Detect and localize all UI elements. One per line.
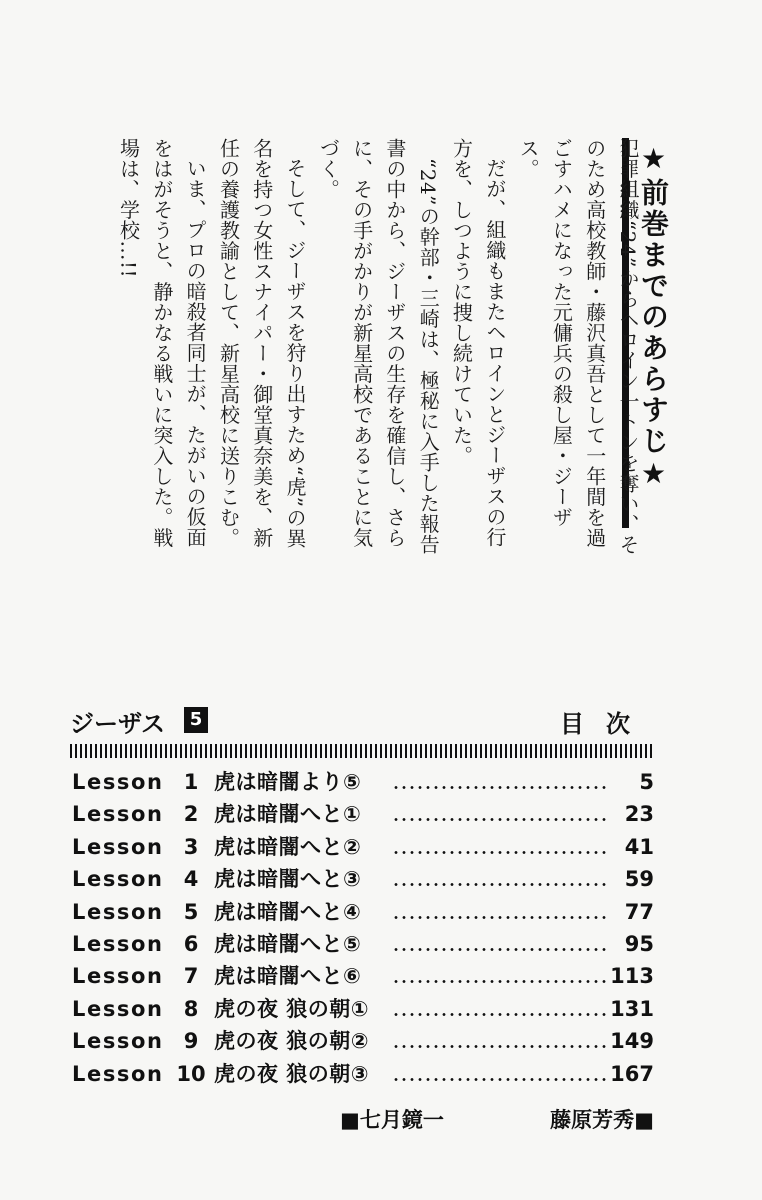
dot-leader (392, 916, 610, 919)
lesson-number: 2 (183, 802, 199, 827)
lesson-label: Lesson (72, 899, 164, 924)
synopsis-paragraph: 犯罪組織“24”からヘロイン一トンを奪い、そのため高校教師・藤沢真吾として一年間を過ごすハメになった元傭兵の殺し屋・ジーザス。 (516, 138, 640, 555)
lesson-label: Lesson (72, 834, 164, 859)
chapter-title: 虎の夜 狼の朝① (214, 996, 370, 1021)
dot-leader (392, 883, 610, 886)
lesson-number: 5 (183, 899, 199, 924)
toc-entry (72, 896, 654, 928)
lesson-label: Lesson (72, 1061, 164, 1086)
dot-leader (392, 786, 610, 789)
chapter-title: 虎は暗闇へと⑤ (214, 931, 362, 956)
lesson-number: 4 (183, 867, 199, 892)
page-number: 59 (624, 867, 654, 892)
toc-entry (72, 1058, 654, 1090)
lesson-label: Lesson (72, 931, 164, 956)
page-number: 131 (610, 996, 654, 1021)
toc-entry (72, 798, 654, 830)
synopsis-paragraph: だが、組織もまたヘロインとジーザスの行方を、しつように捜し続けていた。 (449, 138, 507, 548)
toc-entry (72, 831, 654, 863)
credits (340, 1104, 654, 1134)
toc-entry (72, 1025, 654, 1057)
synopsis-text (111, 138, 644, 558)
page-number: 149 (610, 1029, 654, 1054)
chapter-title: 虎は暗闇へと② (214, 834, 362, 859)
dot-leader (392, 1013, 610, 1016)
lesson-number: 10 (176, 1061, 206, 1086)
chapter-title: 虎は暗闇へと① (214, 802, 362, 827)
lesson-number: 1 (183, 770, 199, 794)
lesson-label: Lesson (72, 996, 164, 1021)
chapter-title: 虎は暗闇へと⑥ (214, 964, 362, 989)
lesson-label: Lesson (72, 867, 164, 892)
toc-entry (72, 928, 654, 960)
page-number: 41 (624, 834, 654, 859)
dot-leader (392, 851, 610, 854)
lesson-label: Lesson (72, 1029, 164, 1054)
toc-entry (72, 863, 654, 895)
chapter-title: 虎は暗闇より⑤ (214, 770, 362, 794)
lesson-label: Lesson (72, 802, 164, 827)
toc-header (70, 704, 658, 740)
dot-leader (392, 1045, 610, 1048)
artist-credit: 藤原芳秀■ (550, 1108, 654, 1132)
page-number: 23 (624, 802, 654, 827)
page-number: 113 (610, 964, 654, 989)
series-title: ジーザス (70, 710, 166, 738)
lesson-number: 3 (183, 834, 199, 859)
lesson-number: 7 (183, 964, 199, 989)
chapter-title: 虎の夜 狼の朝② (214, 1029, 370, 1054)
synopsis-paragraph: “24”の幹部・三崎は、極秘に入手した報告書の中から、ジーザスの生存を確信し、さらに、その手がかりが新星高校であることに気づく。 (316, 138, 441, 555)
page-number: 77 (624, 899, 654, 924)
synopsis-heading: ★前巻までのあらすじ★ (637, 142, 670, 493)
dot-leader (392, 980, 610, 983)
lesson-label: Lesson (72, 964, 164, 989)
lesson-label: Lesson (72, 770, 164, 794)
page-number: 95 (624, 931, 654, 956)
synopsis-paragraph: いま、プロの暗殺者同士が、たがいの仮面をはがそうと、静かなる戦いに突入した。戦場は、学校…!! (116, 138, 208, 548)
table-of-contents (72, 766, 654, 1090)
lesson-number: 6 (183, 931, 199, 956)
dot-leader (392, 1078, 610, 1081)
page-number: 5 (639, 770, 654, 794)
toc-entry (72, 993, 654, 1025)
writer-credit: ■七月鏡一 (340, 1108, 444, 1132)
chapter-title: 虎の夜 狼の朝③ (214, 1061, 370, 1086)
contents-label: 目次 (560, 710, 652, 738)
dot-leader (392, 948, 610, 951)
toc-entry (72, 960, 654, 992)
toc-divider (70, 744, 652, 758)
lesson-number: 9 (183, 1029, 199, 1054)
volume-number: 5 (184, 707, 208, 733)
synopsis-paragraph: そして、ジーザスを狩り出すため“虎”の異名を持つ女性スナイパー・御堂真奈美を、新任の養護教諭として、新星高校に送りこむ。 (216, 138, 308, 549)
dot-leader (392, 818, 610, 821)
chapter-title: 虎は暗闇へと③ (214, 867, 362, 892)
page-number: 167 (610, 1061, 654, 1086)
toc-entry (72, 766, 654, 798)
lesson-number: 8 (183, 996, 199, 1021)
chapter-title: 虎は暗闇へと④ (214, 899, 362, 924)
